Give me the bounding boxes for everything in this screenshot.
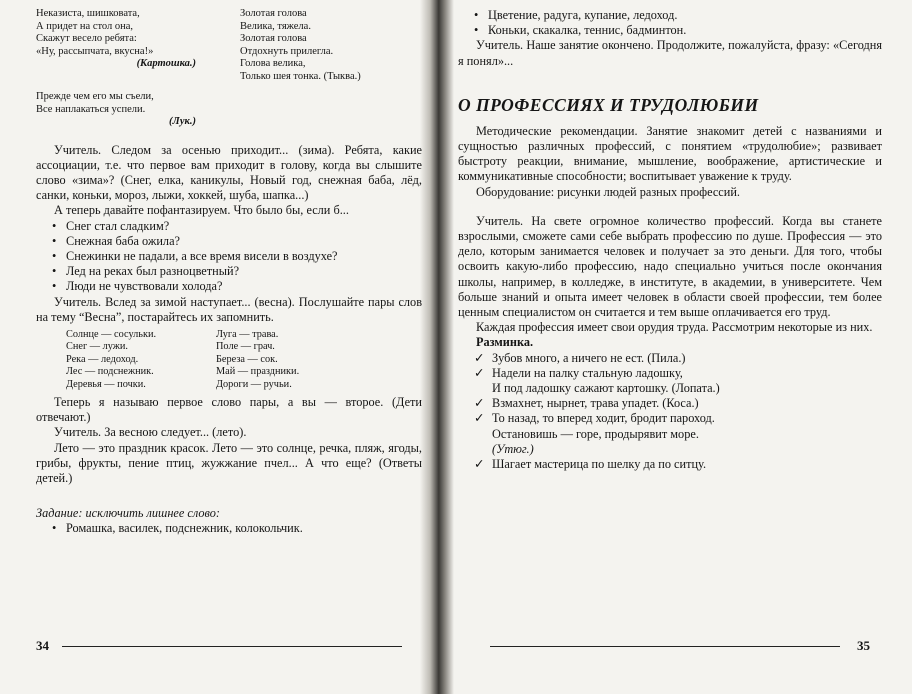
poem-potato	[36, 8, 206, 83]
poem-line: Отдохнуть прилегла.	[240, 45, 334, 57]
pair-item: Солнце — сосульки.	[66, 328, 157, 340]
list-item: • Снежная баба ожила?	[36, 234, 422, 249]
paragraph-summer-colors: Лето — это праздник красок. Лето — это солнце, речка, пляж, ягоды, грибы, фрукты, пение птиц, жужжание пчел... А что еще? (Ответы детей.)	[36, 440, 422, 485]
paragraph-spring: Учитель. Вслед за зимой наступает... (весна). Послушайте пары слов на тему “Весна”, постарайтесь их запомнить.	[36, 294, 422, 324]
riddle-answer: (Утюг.)	[492, 441, 534, 456]
task-title: Задание: исключить лишнее слово:	[36, 506, 220, 521]
left-body-text	[36, 143, 422, 219]
paragraph-tools: Каждая профессия имеет свои орудия труда. Рассмотрим некоторые из них.	[476, 320, 873, 335]
poem-answer: (Картошка.)	[136, 58, 196, 69]
poem-onion	[36, 91, 206, 129]
pair-item: Береза — сок.	[216, 353, 278, 365]
paragraph-summer: Учитель. За весною следует... (лето).	[54, 425, 247, 440]
pair-item: Деревья — почки.	[66, 378, 146, 390]
paragraph-professions: Учитель. На свете огромное количество профессий. Когда вы станете взрослыми, сможете сами себе выбрать профессию по душе. Профессия — это дело, которым занимается человек и получает за это деньги. Для того, чтобы освоить какую-либо профессию, надо специально учиться после окончания школы, например, в колледже, в институте, в академии, в университете. Чем больше знаний и опыта имеет человек в области своей профессии, тем более ценным специалистом он считается и тем выше оплачивается его труд.	[458, 213, 882, 320]
paragraph-winter: Учитель. Следом за осенью приходит... (зима). Ребята, какие ассоциации, т.е. что первое вам приходит в голову, когда вы слышите слово «зима»? (Снег, елка, каникулы, Новый год, снежная баба, лёд, санки, коньки, мороз, лыжи, хоккей, шуба, шапка...)	[36, 142, 422, 203]
pair-item: Река — ледоход.	[66, 353, 139, 365]
poem-line: Все наплакаться успели.	[36, 103, 146, 115]
pair-item: Снег — лужи.	[66, 341, 128, 353]
list-item: ✓ Зубов много, а ничего не ест. (Пила.)	[458, 351, 882, 366]
warmup-label: Разминка.	[476, 335, 534, 350]
list-item: • Снег стал сладким?	[36, 219, 422, 234]
poem-line: Золотая голова	[240, 33, 307, 44]
task-list	[36, 521, 422, 536]
list-item: • Лед на реках был разноцветный?	[36, 264, 422, 279]
poem-line: Золотая голова	[240, 8, 307, 19]
paragraph-equipment: Оборудование: рисунки людей разных профессий.	[476, 184, 741, 199]
riddle-list-3	[458, 457, 882, 472]
list-item: ✓ Шагает мастерица по шелку да по ситцу.	[458, 457, 882, 472]
section-heading: О ПРОФЕССИЯХ И ТРУДОЛЮБИИ	[458, 94, 759, 115]
poem-pumpkin	[240, 8, 410, 83]
list-item: ✓ То назад, то вперед ходит, бродит пароход.	[458, 411, 882, 426]
pair-item: Луга — трава.	[216, 328, 279, 340]
riddle-continuation: Остановишь — горе, продырявит море.	[492, 426, 699, 441]
list-item: • Люди не чувствовали холода?	[36, 279, 422, 294]
riddle-poems	[36, 8, 422, 83]
riddle-continuation: И под ладошку сажают картошку. (Лопата.)	[492, 381, 720, 396]
exclude-word-list	[458, 8, 882, 38]
list-item: • Коньки, скакалка, теннис, бадминтон.	[458, 23, 882, 38]
poem-line: Голова велика,	[240, 58, 306, 69]
pair-item: Май — праздники.	[216, 366, 300, 378]
riddle-list	[458, 351, 882, 381]
paragraph-fantasy: А теперь давайте пофантазируем. Что было бы, если б...	[54, 203, 349, 218]
list-item: ✓ Взмахнет, нырнет, трава упадет. (Коса.)	[458, 396, 882, 411]
paragraph-pairs-task: Теперь я называю первое слово пары, а вы — второе. (Дети отвечают.)	[36, 394, 422, 425]
page-number-left: 34	[36, 638, 49, 653]
right-page	[440, 0, 912, 694]
paragraph-method: Методические рекомендации. Занятие знакомит детей с названиями и сущностью различных профессий, с понятием «трудолюбие»; развивает быстроту реакции, внимание, мышление, воображение, артистические и коммуникативные способности; воспитывает уважение к труду.	[458, 123, 882, 184]
poem-line: Велика, тяжела.	[240, 20, 311, 32]
word-pairs	[36, 329, 422, 391]
poem-answer: (Лук.)	[168, 116, 196, 127]
page-number-right: 35	[857, 638, 870, 653]
footer-rule-left	[62, 646, 402, 647]
left-page	[0, 0, 440, 694]
poem-line: Скажут весело ребята:	[36, 33, 137, 44]
poem-line: А придет на стол она,	[36, 20, 134, 32]
winter-question-list	[36, 219, 422, 295]
list-item: • Ромашка, василек, подснежник, колокольчик.	[36, 521, 422, 536]
poem-line: Прежде чем его мы съели,	[36, 91, 154, 102]
footer-rule-right	[490, 646, 840, 647]
pair-item: Поле — грач.	[216, 341, 275, 353]
poem-line: Неказиста, шишковата,	[36, 8, 140, 19]
poem-line: Только шея тонка. (Тыква.)	[240, 70, 361, 82]
list-item: • Снежинки не падали, а все время висели в воздухе?	[36, 249, 422, 264]
list-item: ✓ Надели на палку стальную ладошку,	[458, 366, 882, 381]
riddle-list-2	[458, 396, 882, 426]
list-item: • Цветение, радуга, купание, ледоход.	[458, 8, 882, 23]
pair-item: Лес — подснежник.	[66, 366, 154, 378]
paragraph-lesson-end: Учитель. Наше занятие окончено. Продолжите, пожалуйста, фразу: «Сегодня я понял»...	[458, 38, 882, 68]
pair-item: Дороги — ручьи.	[216, 378, 292, 390]
poem-line: «Ну, рассыпчата, вкусна!»	[36, 45, 154, 57]
